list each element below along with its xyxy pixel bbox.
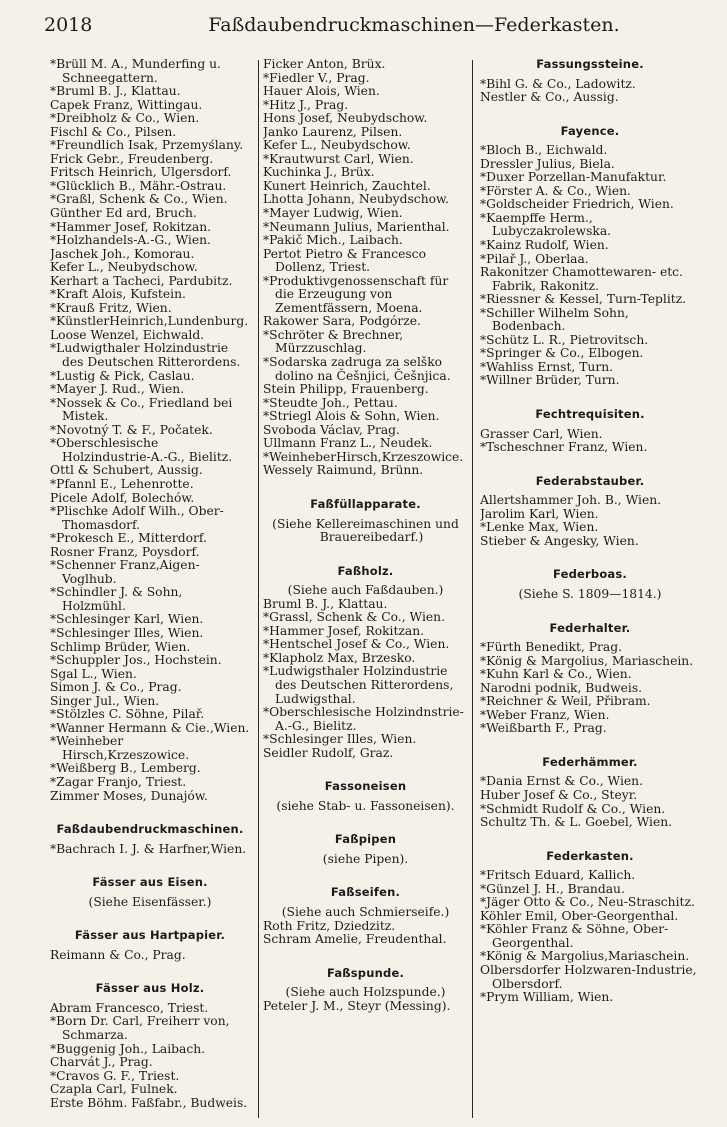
directory-entry: *Grassl, Schenk & Co., Wien. xyxy=(263,611,445,625)
section-heading: Faßseifen. xyxy=(330,885,401,900)
directory-entry: *Brüll M. A., Munderfing u. Schneegattern. xyxy=(50,58,221,85)
directory-entry: *Weber Franz, Wien. xyxy=(480,708,610,722)
directory-entry: *Schiller Wilhelm Sohn, Bodenbach. xyxy=(480,306,629,334)
directory-entry: *Schröter & Brechner, Mürzzuschlag. xyxy=(263,328,404,356)
directory-entry: *Pakič Mich., Laibach. xyxy=(263,234,403,248)
directory-entry: Hauer Alois, Wien. xyxy=(263,85,380,99)
directory-entry: *Bloch B., Eichwald. xyxy=(480,144,608,158)
cross-reference-note: (Siehe auch Holzspunde.) xyxy=(285,986,446,1000)
directory-entry: Huber Josef & Co., Steyr. xyxy=(480,788,638,802)
directory-entry: Kuchinka J., Brüx. xyxy=(263,166,375,180)
directory-entry: *Žagar Franjo, Triest. xyxy=(50,775,187,789)
section-heading: Fechtrequisiten. xyxy=(535,407,645,422)
directory-entry: Erste Böhm. Faßfabr., Budweis. xyxy=(50,1096,248,1110)
directory-entry: *Born Dr. Carl, Freiherr von, Schmarza. xyxy=(50,1015,230,1042)
directory-entry: Pertot Pietro & Francesco Dollenz, Triest. xyxy=(263,247,426,275)
directory-entry: *Günzel J. H., Brandau. xyxy=(480,882,625,896)
directory-entry: Bruml B. J., Klattau. xyxy=(263,597,388,611)
directory-entry: *Kraft Alois, Kufstein. xyxy=(50,288,186,302)
directory-entry: *Hentschel Josef & Co., Wien. xyxy=(263,638,450,652)
directory-entry: *Ludwigthaler Holzindustrie des Deutschen Ritterordens. xyxy=(50,342,241,370)
directory-entry: Czapla Carl, Fulnek. xyxy=(50,1083,178,1097)
directory-entry: Abram Francesco, Triest. xyxy=(50,1001,209,1015)
directory-entry: Narodni podnik, Budweis. xyxy=(480,681,643,695)
directory-entry: Rakonitzer Chamottewaren- etc. Fabrik, Rakonitz. xyxy=(480,266,683,293)
section-heading: Faßholz. xyxy=(337,563,394,578)
directory-entry: Stein Philipp, Frauenberg. xyxy=(263,383,429,397)
cross-reference-note: (Siehe Eisenfässer.) xyxy=(88,895,212,909)
directory-entry: *Schlesinger Karl, Wien. xyxy=(50,613,204,627)
directory-entry: *Bachrach I. J. & Harfner,Wien. xyxy=(50,842,247,856)
section-heading: Federboas. xyxy=(553,567,627,582)
directory-entry: *Springer & Co., Elbogen. xyxy=(480,347,644,361)
section-heading: Fassungssteine. xyxy=(536,57,644,71)
directory-entry: Peteler J. M., Steyr (Messing). xyxy=(263,999,451,1013)
directory-entry: Lhotta Johann, Neubydschow. xyxy=(263,193,449,207)
directory-entry: *Nossek & Co., Friedland bei Mistek. xyxy=(50,396,233,424)
directory-entry: *Prokesch E., Mitterdorf. xyxy=(50,532,207,546)
directory-entry: *Schlesinger Illes, Wien. xyxy=(50,626,204,640)
directory-entry: *Kuhn Karl & Co., Wien. xyxy=(480,668,632,682)
directory-entry: *Schindler J. & Sohn, Holzmühl. xyxy=(50,586,183,613)
cross-reference-note: (Siehe auch Schmierseife.) xyxy=(281,905,450,919)
directory-entry: Hons Josef, Neubydschow. xyxy=(263,112,428,126)
directory-entry: Kerhart a Tacheci, Pardubitz. xyxy=(50,274,233,288)
directory-entry: *Förster A. & Co., Wien. xyxy=(480,184,631,198)
directory-entry: *Reichner & Weil, Přibram. xyxy=(480,695,651,709)
directory-entry: *Kaempffe Herm., Lubyczakrolewska. xyxy=(480,211,612,239)
directory-entry: *Cravos G. F., Triest. xyxy=(50,1069,180,1083)
section-heading: Federhalter. xyxy=(549,620,631,635)
directory-entry: Roth Fritz, Dziedzitz. xyxy=(263,919,396,933)
directory-entry: *Dania Ernst & Co., Wien. xyxy=(480,775,644,789)
directory-entry: *Krauß Fritz, Wien. xyxy=(50,301,172,315)
directory-entry: *Goldscheider Friedrich, Wien. xyxy=(480,198,674,212)
directory-entry: Loose Wenzel, Eichwald. xyxy=(50,328,205,342)
directory-entry: Allertshammer Joh. B., Wien. xyxy=(480,494,662,508)
directory-entry: *Krautwurst Carl, Wien. xyxy=(263,152,414,166)
directory-entry: Singer Jul., Wien. xyxy=(50,694,160,708)
directory-entry: *Duxer Porzellan-Manufaktur. xyxy=(480,171,667,185)
directory-entry: Charvát J., Prag. xyxy=(50,1056,153,1070)
directory-entry: Zimmer Moses, Dunajów. xyxy=(50,789,208,803)
directory-entry: Schram Amelie, Freudenthal. xyxy=(263,933,447,947)
directory-entry: *Ludwigsthaler Holzindustrie des Deutschen Ritterordens, Ludwigsthal. xyxy=(263,665,454,706)
directory-entry: *Steudte Joh., Pettau. xyxy=(263,396,398,410)
directory-entry: Sgal L., Wien. xyxy=(50,667,137,681)
directory-entry: *Fiedler V., Prag. xyxy=(263,71,370,85)
directory-entry: *Prym William, Wien. xyxy=(480,991,614,1005)
section-heading: Faßspunde. xyxy=(326,965,405,980)
directory-entry: Ficker Anton, Brüx. xyxy=(263,58,386,71)
directory-entry: *Oberschlesische Holzindustrie-A.-G., Bielitz. xyxy=(50,437,233,464)
directory-entry: *Hammer Josef, Rokitzan. xyxy=(263,624,425,638)
directory-entry: Kefer L., Neubydschow. xyxy=(263,139,411,153)
directory-entry: *Bihl G. & Co., Ladowitz. xyxy=(480,77,636,91)
directory-entry: *Weißbarth F., Prag. xyxy=(480,722,607,736)
directory-entry: *Schmidt Rudolf & Co., Wien. xyxy=(480,802,666,816)
directory-entry: Svoboda Václav, Prag. xyxy=(263,423,400,437)
directory-entry: Schultz Th. & L. Goebel, Wien. xyxy=(480,816,673,830)
section-heading: Faßdaubendruckmaschinen. xyxy=(56,822,244,837)
directory-entry: *Willner Brüder, Turn. xyxy=(480,374,620,388)
page-number: 2018 xyxy=(44,14,93,36)
directory-entry: *Hitz J., Prag. xyxy=(263,98,349,112)
directory-entry: *Bruml B. J., Klattau. xyxy=(50,85,181,99)
section-heading: Federkasten. xyxy=(546,848,634,863)
section-heading: Faßfüllapparate. xyxy=(310,496,421,511)
directory-entry: *Tscheschner Franz, Wien. xyxy=(480,441,648,455)
directory-entry: *Schütz L. R., Pietrovitsch. xyxy=(480,333,649,347)
directory-entry: *Lustig & Pick, Časlau. xyxy=(50,369,195,383)
directory-entry: Wessely Raimund, Brünn. xyxy=(263,464,424,478)
directory-entry: Kunert Heinrich, Zauchtel. xyxy=(263,179,431,193)
section-heading: Federabstauber. xyxy=(535,473,645,488)
section-heading: Federhämmer. xyxy=(542,754,638,769)
directory-entry: Ullmann Franz L., Neudek. xyxy=(263,437,433,451)
directory-entry: *Holzhandels-A.-G., Wien. xyxy=(50,234,211,248)
directory-entry: *Mayer Ludwig, Wien. xyxy=(263,207,403,221)
directory-entry: Schlimp Brüder, Wien. xyxy=(50,640,191,654)
directory-entry: *Hammer Josef, Rokitzan. xyxy=(50,220,212,234)
directory-entry: Jaschek Joh., Komorau. xyxy=(50,247,195,261)
directory-entry: *Weißberg B., Lemberg. xyxy=(50,762,201,776)
directory-entry: Picele Adolf, Bolechów. xyxy=(50,491,195,505)
directory-entry: *KünstlerHeinrich,Lundenburg. xyxy=(50,315,249,329)
directory-entry: *Klapholz Max, Brzesko. xyxy=(263,651,416,665)
directory-entry: Rosner Franz, Poysdorf. xyxy=(50,545,200,559)
cross-reference-note: (Siehe S. 1809—1814.) xyxy=(518,587,662,601)
column-divider xyxy=(258,60,259,1118)
directory-entry: Reimann & Co., Prag. xyxy=(50,948,186,962)
directory-entry: *Freundlich Isak, Przemyślany. xyxy=(50,139,244,153)
directory-entry: *Schuppler Jos., Hochstein. xyxy=(50,654,222,668)
directory-entry: Rakower Sara, Podgórze. xyxy=(263,315,421,329)
directory-entry: *Buggenig Joh., Laibach. xyxy=(50,1042,206,1056)
directory-entry: *Fritsch Eduard, Kallich. xyxy=(480,869,636,883)
directory-entry: Stieber & Angesky, Wien. xyxy=(480,534,639,548)
directory-entry: Frick Gebr., Freudenberg. xyxy=(50,152,214,166)
cross-reference-note: (siehe Pipen). xyxy=(322,852,409,866)
directory-entry: *Wanner Hermann & Cie.,Wien. xyxy=(50,721,250,735)
section-heading: Fassoneisen xyxy=(324,779,407,794)
directory-entry: Jarolim Karl, Wien. xyxy=(480,507,599,521)
directory-entry: Grasser Carl, Wien. xyxy=(480,427,603,441)
section-heading: Fayence. xyxy=(560,123,620,138)
column-1 xyxy=(50,58,250,1110)
directory-entry: Günther Ed ard, Bruch. xyxy=(50,207,197,221)
directory-entry: *Graßl, Schenk & Co., Wien. xyxy=(50,193,228,207)
directory-entry: *Oberschlesische Holzindnstrie-A.-G., Bielitz. xyxy=(263,706,464,733)
directory-entry: Fritsch Heinrich, Ulgersdorf. xyxy=(50,166,232,180)
directory-entry: Seidler Rudolf, Graz. xyxy=(263,746,394,760)
cross-reference-note: (Siehe Kellereimaschinen und Brauereibedarf.) xyxy=(272,517,459,545)
section-heading: Fässer aus Holz. xyxy=(95,981,205,996)
column-2 xyxy=(263,58,468,1013)
section-heading: Fässer aus Eisen. xyxy=(92,875,208,890)
column-3 xyxy=(480,58,700,1005)
section-heading: Fässer aus Hartpapier. xyxy=(74,928,226,943)
directory-entry: *Wahliss Ernst, Turn. xyxy=(480,360,614,374)
directory-entry: Fischl & Co., Pilsen. xyxy=(50,125,177,139)
section-heading: Faßpipen xyxy=(334,832,397,847)
directory-entry: *Produktivgenossenschaft für die Erzeugung von Zementfässern, Moena. xyxy=(263,274,449,315)
directory-entry: *Dreibholz & Co., Wien. xyxy=(50,112,200,126)
directory-entry: *Jäger Otto & Co., Neu-Straschitz. xyxy=(480,896,695,910)
directory-entry: Simon J. & Co., Prag. xyxy=(50,681,182,695)
directory-entry: *Striegl Alois & Sohn, Wien. xyxy=(263,410,440,424)
running-title: Faßdaubendruckmaschinen—Federkasten. xyxy=(208,14,620,36)
directory-entry: *Riessner & Kessel, Turn-Teplitz. xyxy=(480,293,687,307)
directory-entry: *Plischke Adolf Wilh., Ober-Thomasdorf. xyxy=(50,505,224,532)
cross-reference-note: (Siehe auch Faßdauben.) xyxy=(287,584,444,598)
directory-entry: Janko Laurenz, Pilsen. xyxy=(263,125,403,139)
page-header xyxy=(44,14,704,38)
directory-entry: *Mayer J. Rud., Wien. xyxy=(50,383,185,397)
directory-entry: *Fürth Benedikt, Prag. xyxy=(480,641,623,655)
directory-entry: *Pfannl E., Lehenrotte. xyxy=(50,477,194,491)
directory-entry: *Novotný T. & F., Počatek. xyxy=(50,423,213,437)
directory-entry: *Sodarska zadruga za selško dolino na Češnjici, Češnjica. xyxy=(263,356,451,383)
directory-entry: *Stölzles C. Söhne, Pilař. xyxy=(50,708,205,722)
directory-entry: *Lenke Max, Wien. xyxy=(480,521,599,535)
directory-entry: Olbersdorfer Holzwaren-Industrie, Olbersdorf. xyxy=(480,963,697,991)
directory-entry: Dressler Julius, Biela. xyxy=(480,157,615,171)
directory-entry: *Köhler Franz & Söhne, Ober-Georgenthal. xyxy=(480,923,669,950)
directory-entry: Nestler & Co., Aussig. xyxy=(480,91,619,105)
directory-entry: *König & Margolius, Mariaschein. xyxy=(480,654,694,668)
directory-entry: Köhler Emil, Ober-Georgenthal. xyxy=(480,909,679,923)
directory-entry: *Kainz Rudolf, Wien. xyxy=(480,239,609,253)
cross-reference-note: (siehe Stab- u. Fassoneisen). xyxy=(276,799,455,813)
directory-entry: *WeinheberHirsch,Krzeszowice. xyxy=(263,450,464,464)
directory-entry: Öttl & Schubert, Aussig. xyxy=(50,464,203,478)
directory-entry: *Pilař J., Oberlaa. xyxy=(480,252,589,266)
directory-entry: *Weinheber Hirsch,Krzeszowice. xyxy=(50,735,190,762)
directory-entry: *König & Margolius,Mariaschein. xyxy=(480,950,690,964)
column-divider xyxy=(472,60,473,1118)
directory-entry: *Schlesinger Illes, Wien. xyxy=(263,733,417,747)
directory-entry: Čapek Franz, Wittingau. xyxy=(50,98,203,112)
directory-entry: *Schenner Franz,Aigen-Voglhub. xyxy=(50,559,200,586)
directory-entry: *Neumann Julius, Marienthal. xyxy=(263,220,450,234)
directory-entry: *Glücklich B., Mähr.-Ostrau. xyxy=(50,179,227,193)
directory-entry: Kefer L., Neubydschow. xyxy=(50,261,198,275)
